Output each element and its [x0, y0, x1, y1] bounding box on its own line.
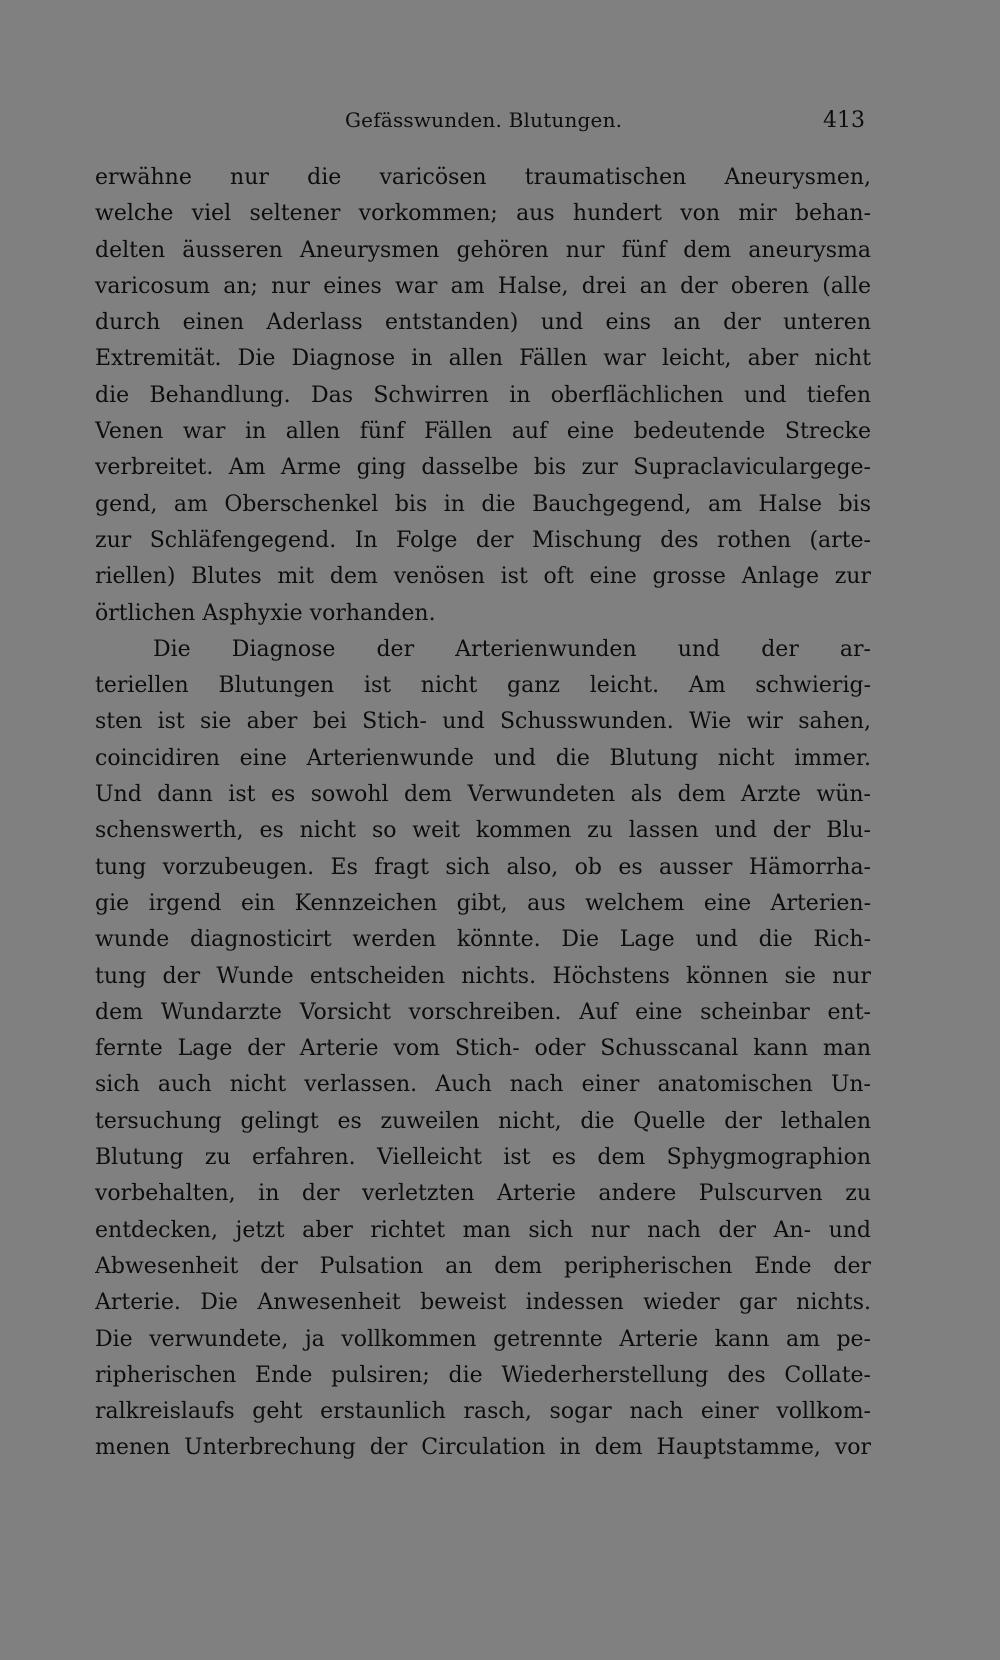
page-header	[95, 108, 865, 138]
text-line: coincidiren eine Arterienwunde und die Blutung nicht immer.	[95, 745, 871, 771]
text-line: örtlichen Asphyxie vorhanden.	[95, 600, 436, 626]
text-line: tung vorzubeugen. Es fragt sich also, ob es ausser Hämorrha-	[95, 854, 871, 880]
text-line: dem Wundarzte Vorsicht vorschreiben. Auf eine scheinbar ent-	[95, 999, 871, 1025]
text-line: Extremität. Die Diagnose in allen Fällen war leicht, aber nicht	[95, 346, 871, 372]
text-line: varicosum an; nur eines war am Halse, drei an der oberen (alle	[95, 273, 871, 299]
text-line: Venen war in allen fünf Fällen auf eine bedeutende Strecke	[95, 419, 871, 445]
text-line: entdecken, jetzt aber richtet man sich nur nach der An- und	[95, 1217, 871, 1243]
text-line: vorbehalten, in der verletzten Arterie andere Pulscurven zu	[95, 1181, 871, 1207]
text-line: gie irgend ein Kennzeichen gibt, aus welchem eine Arterien-	[95, 890, 871, 916]
text-line: ralkreislaufs geht erstaunlich rasch, sogar nach einer vollkom-	[95, 1399, 871, 1425]
text-line: welche viel seltener vorkommen; aus hundert von mir behan-	[95, 201, 871, 227]
text-line: sich auch nicht verlassen. Auch nach einer anatomischen Un-	[95, 1072, 871, 1098]
text-line: sten ist sie aber bei Stich- und Schusswunden. Wie wir sahen,	[95, 709, 871, 735]
text-line: schenswerth, es nicht so weit kommen zu lassen und der Blu-	[95, 818, 871, 844]
paragraph-arterial-wounds	[95, 632, 871, 1467]
text-line: tung der Wunde entscheiden nichts. Höchstens können sie nur	[95, 963, 871, 989]
text-line: Blutung zu erfahren. Vielleicht ist es dem Sphygmographion	[95, 1145, 871, 1171]
page-number: 413	[823, 108, 865, 133]
text-line: Und dann ist es sowohl dem Verwundeten als dem Arzte wün-	[95, 782, 871, 808]
text-line: ripherischen Ende pulsiren; die Wiederherstellung des Collate-	[95, 1362, 871, 1388]
text-line: fernte Lage der Arterie vom Stich- oder Schusscanal kann man	[95, 1036, 871, 1062]
text-line: gend, am Oberschenkel bis in die Bauchgegend, am Halse bis	[95, 491, 871, 517]
text-line: Die Diagnose der Arterienwunden und der ar-	[153, 636, 871, 662]
text-line: menen Unterbrechung der Circulation in dem Hauptstamme, vor	[95, 1435, 871, 1461]
text-line: Arterie. Die Anwesenheit beweist indessen wieder gar nichts.	[95, 1290, 871, 1316]
paragraph-continued	[95, 160, 871, 632]
text-line: die Behandlung. Das Schwirren in oberflächlichen und tiefen	[95, 382, 871, 408]
text-line: teriellen Blutungen ist nicht ganz leicht. Am schwierig-	[95, 673, 871, 699]
text-line: zur Schläfengegend. In Folge der Mischung des rothen (arte-	[95, 527, 871, 553]
text-line: Die verwundete, ja vollkommen getrennte Arterie kann am pe-	[95, 1326, 871, 1352]
text-line: erwähne nur die varicösen traumatischen Aneurysmen,	[95, 165, 871, 190]
text-line: verbreitet. Am Arme ging dasselbe bis zur Supraclaviculargegе-	[95, 455, 871, 481]
text-line: tersuchung gelingt es zuweilen nicht, die Quelle der lethalen	[95, 1108, 871, 1134]
text-line: durch einen Aderlass entstanden) und eins an der unteren	[95, 310, 871, 336]
text-line: Abwesenheit der Pulsation an dem peripherischen Ende der	[95, 1253, 871, 1279]
running-head: Gefässwunden. Blutungen.	[345, 108, 623, 132]
body-text	[95, 160, 871, 1467]
text-line: delten äusseren Aneurysmen gehören nur fünf dem aneurysma	[95, 237, 871, 263]
text-line: riellen) Blutes mit dem venösen ist oft eine grosse Anlage zur	[95, 564, 871, 590]
text-line: wunde diagnosticirt werden könnte. Die Lage und die Rich-	[95, 927, 871, 953]
